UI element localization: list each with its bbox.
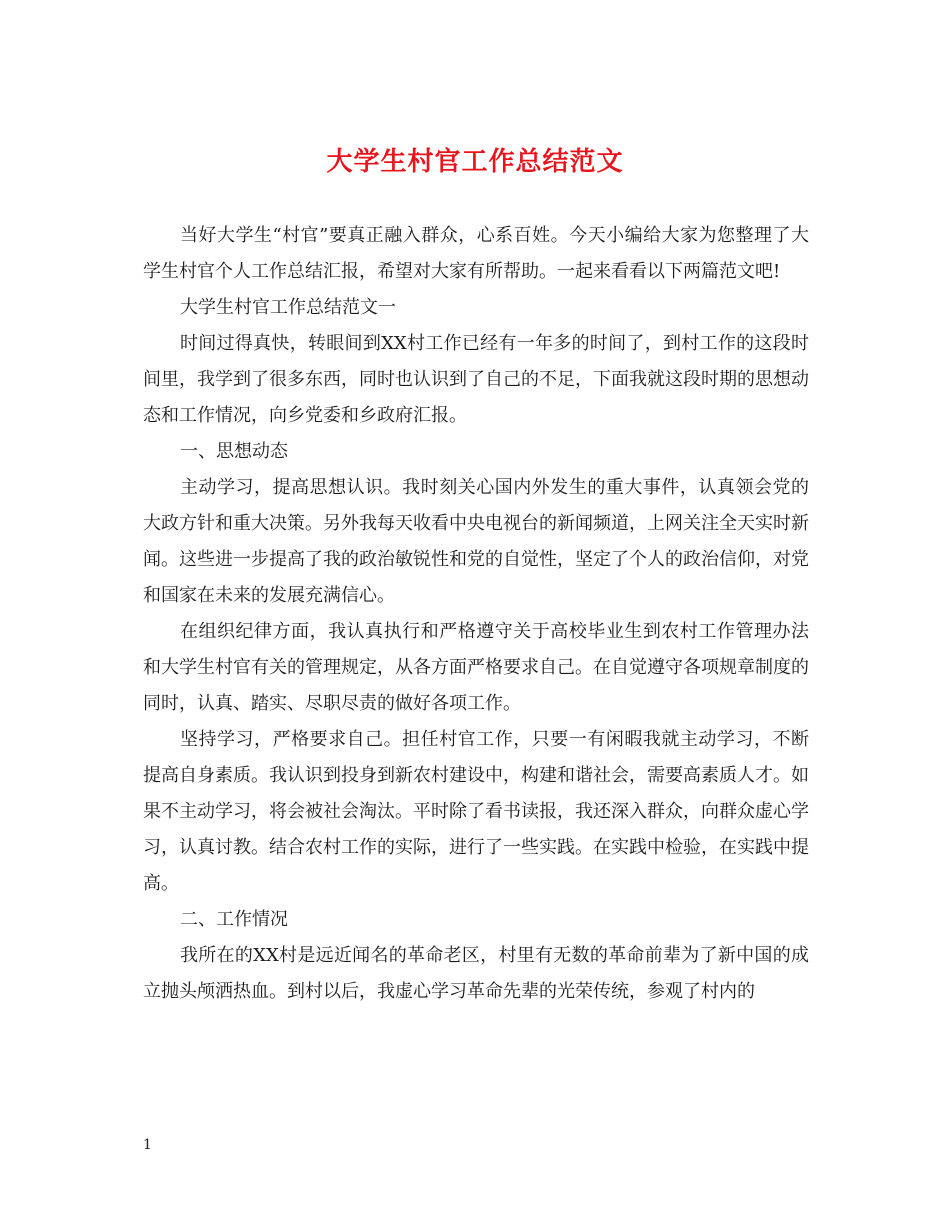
village-paragraph: 我所在的XX村是远近闻名的革命老区，村里有无数的革命前辈为了新中国的成立抛头颅洒热血。到村以后，我虚心学习革命先辈的光荣传统，参观了村内的 [143,945,809,1002]
page-number: 1 [143,1137,152,1153]
section-heading-sample-one: 大学生村官工作总结范文一 [180,297,396,318]
discipline-paragraph: 在组织纪律方面，我认真执行和严格遵守关于高校毕业生到农村工作管理办法和大学生村官有关的管理规定，从各方面严格要求自己。在自觉遵守各项规章制度的同时，认真、踏实、尽职尽责的做好各项工作。 [143,621,809,714]
self-discipline-paragraph: 坚持学习，严格要求自己。担任村官工作，只要一有闲暇我就主动学习，不断提高自身素质。我认识到投身到新农村建设中，构建和谐社会，需要高素质人才。如果不主动学习，将会被社会淘汰。平时除了看书读报，我还深入群众，向群众虚心学习，认真讨教。结合农村工作的实际，进行了一些实践。在实践中检验，在实践中提高。 [143,729,809,894]
document-body [143,218,809,1010]
intro-paragraph: 当好大学生“村官”要真正融入群众，心系百姓。今天小编给大家为您整理了大学生村官个人工作总结汇报，希望对大家有所帮助。一起来看看以下两篇范文吧! [143,225,809,282]
section-heading-thoughts: 一、思想动态 [180,441,288,462]
document-title: 大学生村官工作总结范文 [326,147,624,177]
study-paragraph: 主动学习，提高思想认识。我时刻关心国内外发生的重大事件，认真领会党的大政方针和重大决策。另外我每天收看中央电视台的新闻频道，上网关注全天实时新闻。这些进一步提高了我的政治敏锐性和党的自觉性，坚定了个人的政治信仰，对党和国家在未来的发展充满信心。 [143,477,809,606]
opening-paragraph: 时间过得真快，转眼间到XX村工作已经有一年多的时间了，到村工作的这段时间里，我学到了很多东西，同时也认识到了自己的不足，下面我就这段时期的思想动态和工作情况，向乡党委和乡政府汇报。 [143,333,809,426]
section-heading-work: 二、工作情况 [180,909,288,930]
